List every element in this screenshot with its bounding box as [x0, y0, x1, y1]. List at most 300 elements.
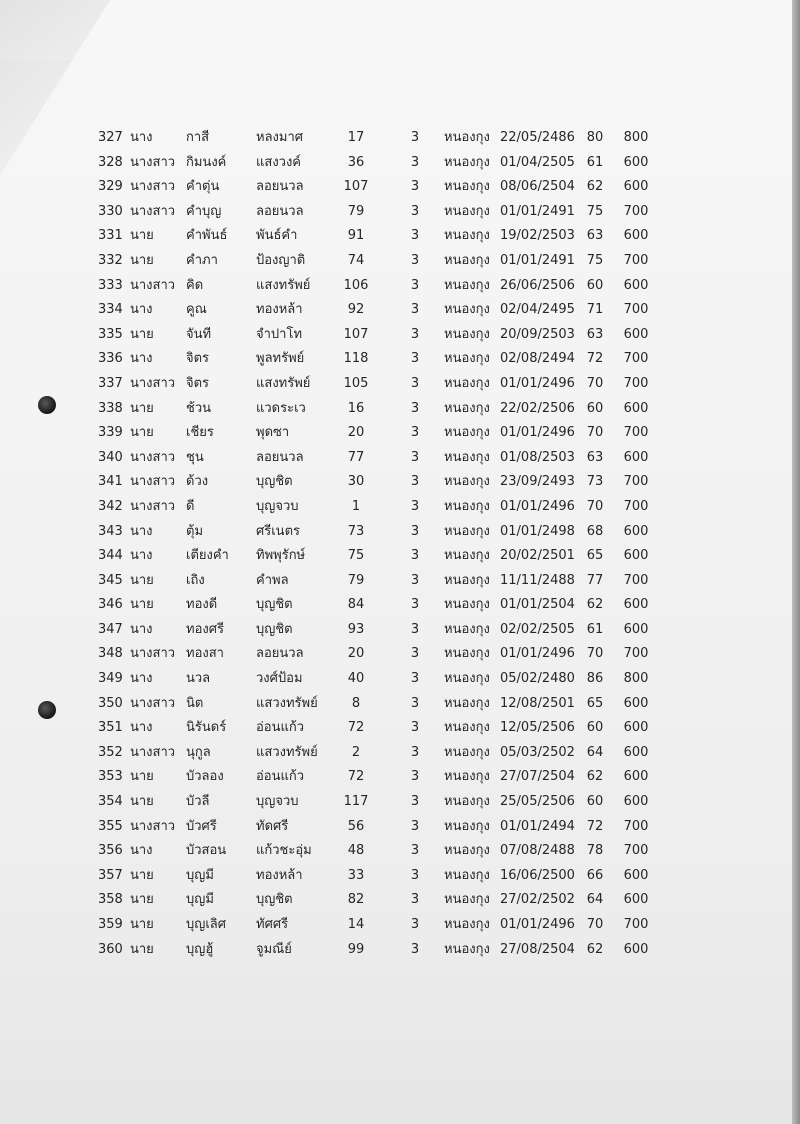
village-number: 3	[410, 154, 420, 170]
village-name: หนองกุง	[444, 179, 490, 195]
village-name: หนองกุง	[444, 818, 490, 834]
row-number: 345	[98, 572, 123, 588]
village-name: หนองกุง	[444, 892, 490, 908]
village-name: หนองกุง	[444, 523, 490, 539]
last-name: ลอยนวล	[256, 179, 304, 195]
table-row	[0, 151, 794, 176]
date-of-birth: 01/01/2496	[500, 917, 575, 932]
row-number: 349	[98, 671, 123, 687]
house-number: 20	[347, 646, 365, 662]
house-number: 91	[347, 228, 365, 244]
house-number: 8	[351, 695, 361, 711]
table-row	[0, 249, 794, 274]
table-row	[0, 446, 794, 471]
date-of-birth: 19/02/2503	[500, 228, 575, 244]
last-name: ทองหล้า	[256, 867, 303, 883]
last-name: แก้วชะอุ่ม	[256, 843, 312, 859]
name-title: นางสาว	[130, 375, 176, 391]
first-name: คูณ	[186, 302, 207, 318]
table-row	[0, 938, 794, 963]
village-name: หนองกุง	[444, 548, 490, 564]
name-title: นาง	[130, 621, 153, 637]
age: 64	[586, 892, 604, 908]
age: 62	[586, 597, 604, 613]
name-title: นาง	[130, 671, 153, 687]
name-title: นางสาว	[130, 695, 176, 711]
first-name: เถิง	[186, 572, 205, 588]
first-name: บุญเลิศ	[186, 917, 226, 932]
allowance-amount: 600	[623, 154, 649, 170]
table-row	[0, 126, 794, 151]
last-name: จูมณีย์	[256, 941, 292, 957]
age: 70	[586, 375, 604, 391]
allowance-amount: 700	[623, 351, 649, 367]
age: 62	[586, 769, 604, 785]
last-name: บุญจวบ	[256, 794, 299, 810]
table-row	[0, 839, 794, 864]
village-number: 3	[410, 818, 420, 834]
table-row	[0, 667, 794, 692]
row-number: 333	[98, 277, 123, 293]
table-row	[0, 274, 794, 299]
village-name: หนองกุง	[444, 695, 490, 711]
table-row	[0, 520, 794, 545]
table-row	[0, 815, 794, 840]
age: 86	[586, 671, 604, 687]
allowance-amount: 600	[623, 597, 649, 613]
last-name: บุญชิต	[256, 621, 293, 637]
house-number: 117	[343, 794, 369, 810]
row-number: 357	[98, 867, 123, 883]
house-number: 17	[347, 130, 365, 145]
allowance-amount: 600	[623, 720, 649, 736]
row-number: 332	[98, 252, 123, 268]
allowance-amount: 700	[623, 646, 649, 662]
village-number: 3	[410, 720, 420, 736]
first-name: ช้วน	[186, 400, 212, 416]
first-name: ชุน	[186, 449, 204, 465]
village-name: หนองกุง	[444, 326, 490, 342]
first-name: คำตุ่น	[186, 179, 220, 195]
age: 62	[586, 941, 604, 957]
first-name: นุกูล	[186, 744, 211, 760]
allowance-amount: 700	[623, 917, 649, 932]
village-number: 3	[410, 228, 420, 244]
date-of-birth: 07/08/2488	[500, 843, 575, 859]
allowance-amount: 600	[623, 941, 649, 957]
age: 80	[586, 130, 604, 145]
row-number: 336	[98, 351, 123, 367]
house-number: 84	[347, 597, 365, 613]
village-name: หนองกุง	[444, 917, 490, 932]
date-of-birth: 22/05/2486	[500, 130, 575, 145]
table-row	[0, 544, 794, 569]
house-number: 16	[347, 400, 365, 416]
allowance-amount: 600	[623, 744, 649, 760]
age: 78	[586, 843, 604, 859]
table-row	[0, 765, 794, 790]
village-number: 3	[410, 252, 420, 268]
row-number: 344	[98, 548, 123, 564]
last-name: แสงทรัพย์	[256, 277, 311, 293]
village-number: 3	[410, 941, 420, 957]
allowance-amount: 600	[623, 769, 649, 785]
village-name: หนองกุง	[444, 867, 490, 883]
last-name: พุดซา	[256, 425, 290, 441]
village-number: 3	[410, 326, 420, 342]
village-number: 3	[410, 449, 420, 465]
age: 60	[586, 794, 604, 810]
village-name: หนองกุง	[444, 375, 490, 391]
village-number: 3	[410, 400, 420, 416]
date-of-birth: 01/01/2491	[500, 252, 575, 268]
last-name: ทัศศรี	[256, 917, 289, 932]
village-number: 3	[410, 425, 420, 441]
village-name: หนองกุง	[444, 400, 490, 416]
row-number: 334	[98, 302, 123, 318]
row-number: 356	[98, 843, 123, 859]
age: 70	[586, 917, 604, 932]
first-name: บัวศรี	[186, 818, 217, 834]
allowance-amount: 700	[623, 498, 649, 514]
allowance-amount: 700	[623, 474, 649, 490]
last-name: วงศ์ป้อม	[256, 671, 303, 687]
row-number: 359	[98, 917, 123, 932]
village-number: 3	[410, 621, 420, 637]
age: 70	[586, 646, 604, 662]
age: 68	[586, 523, 604, 539]
first-name: คำบุญ	[186, 203, 222, 219]
name-title: นางสาว	[130, 277, 176, 293]
name-title: นางสาว	[130, 449, 176, 465]
first-name: บัวลอง	[186, 769, 224, 785]
village-number: 3	[410, 130, 420, 145]
age: 77	[586, 572, 604, 588]
village-name: หนองกุง	[444, 302, 490, 318]
village-number: 3	[410, 917, 420, 932]
village-name: หนองกุง	[444, 474, 490, 490]
house-number: 77	[347, 449, 365, 465]
village-number: 3	[410, 277, 420, 293]
age: 63	[586, 449, 604, 465]
last-name: หลงมาศ	[256, 130, 304, 145]
last-name: บุญจวบ	[256, 498, 299, 514]
row-number: 350	[98, 695, 123, 711]
date-of-birth: 01/01/2496	[500, 646, 575, 662]
name-title: นาย	[130, 400, 154, 416]
date-of-birth: 11/11/2488	[500, 572, 575, 588]
allowance-amount: 600	[623, 228, 649, 244]
first-name: ทองดี	[186, 597, 218, 613]
age: 70	[586, 498, 604, 514]
age: 66	[586, 867, 604, 883]
last-name: คำพล	[256, 572, 289, 588]
table-row	[0, 421, 794, 446]
last-name: ศรีเนตร	[256, 523, 300, 539]
first-name: กิมนงค์	[186, 154, 227, 170]
allowance-amount: 600	[623, 449, 649, 465]
table-row	[0, 323, 794, 348]
village-name: หนองกุง	[444, 794, 490, 810]
name-title: นาง	[130, 843, 153, 859]
age: 60	[586, 400, 604, 416]
table-row	[0, 593, 794, 618]
age: 65	[586, 695, 604, 711]
first-name: คำภา	[186, 252, 218, 268]
village-name: หนองกุง	[444, 621, 490, 637]
name-title: นาย	[130, 769, 154, 785]
name-title: นางสาว	[130, 179, 176, 195]
age: 71	[586, 302, 604, 318]
house-number: 72	[347, 769, 365, 785]
first-name: เตียงคำ	[186, 548, 229, 564]
village-number: 3	[410, 892, 420, 908]
village-number: 3	[410, 498, 420, 514]
age: 75	[586, 252, 604, 268]
name-title: นาย	[130, 941, 154, 957]
allowance-amount: 700	[623, 843, 649, 859]
house-number: 73	[347, 523, 365, 539]
first-name: บัวลี	[186, 794, 210, 810]
date-of-birth: 01/01/2494	[500, 818, 575, 834]
row-number: 353	[98, 769, 123, 785]
village-number: 3	[410, 351, 420, 367]
village-name: หนองกุง	[444, 843, 490, 859]
allowance-amount: 700	[623, 302, 649, 318]
table-row	[0, 888, 794, 913]
village-number: 3	[410, 646, 420, 662]
row-number: 360	[98, 941, 123, 957]
house-number: 79	[347, 572, 365, 588]
allowance-amount: 600	[623, 277, 649, 293]
name-title: นาย	[130, 597, 154, 613]
first-name: ทองสา	[186, 646, 224, 662]
date-of-birth: 02/04/2495	[500, 302, 575, 318]
village-number: 3	[410, 794, 420, 810]
village-number: 3	[410, 474, 420, 490]
date-of-birth: 01/01/2496	[500, 425, 575, 441]
last-name: แสวงทรัพย์	[256, 744, 318, 760]
first-name: บุญมี	[186, 867, 214, 883]
village-number: 3	[410, 302, 420, 318]
allowance-amount: 800	[623, 671, 649, 687]
date-of-birth: 26/06/2506	[500, 277, 575, 293]
table-row	[0, 397, 794, 422]
allowance-amount: 600	[623, 892, 649, 908]
name-title: นางสาว	[130, 498, 176, 514]
village-name: หนองกุง	[444, 597, 490, 613]
village-number: 3	[410, 671, 420, 687]
last-name: ลอยนวล	[256, 203, 304, 219]
last-name: แสงทรัพย์	[256, 375, 311, 391]
first-name: ด้วง	[186, 474, 209, 490]
first-name: บุญฮู้	[186, 941, 214, 957]
date-of-birth: 05/02/2480	[500, 671, 575, 687]
date-of-birth: 20/09/2503	[500, 326, 575, 342]
age: 63	[586, 228, 604, 244]
date-of-birth: 16/06/2500	[500, 867, 575, 883]
row-number: 347	[98, 621, 123, 637]
table-row	[0, 298, 794, 323]
village-name: หนองกุง	[444, 744, 490, 760]
date-of-birth: 23/09/2493	[500, 474, 575, 490]
village-name: หนองกุง	[444, 671, 490, 687]
village-number: 3	[410, 867, 420, 883]
first-name: นิต	[186, 695, 204, 711]
age: 75	[586, 203, 604, 219]
last-name: บุญชิต	[256, 597, 293, 613]
age: 60	[586, 277, 604, 293]
name-title: นางสาว	[130, 154, 176, 170]
date-of-birth: 01/01/2498	[500, 523, 575, 539]
table-row	[0, 692, 794, 717]
age: 63	[586, 326, 604, 342]
house-number: 48	[347, 843, 365, 859]
name-title: นางสาว	[130, 744, 176, 760]
allowance-amount: 700	[623, 375, 649, 391]
date-of-birth: 01/01/2491	[500, 203, 575, 219]
age: 65	[586, 548, 604, 564]
first-name: นวล	[186, 671, 211, 687]
name-title: นาย	[130, 326, 154, 342]
date-of-birth: 22/02/2506	[500, 400, 575, 416]
age: 73	[586, 474, 604, 490]
row-number: 337	[98, 375, 123, 391]
name-title: นางสาว	[130, 474, 176, 490]
table-row	[0, 470, 794, 495]
name-title: นาย	[130, 867, 154, 883]
village-name: หนองกุง	[444, 228, 490, 244]
last-name: จำปาโท	[256, 326, 303, 342]
first-name: บุญมี	[186, 892, 214, 908]
name-title: นาง	[130, 720, 153, 736]
village-number: 3	[410, 572, 420, 588]
row-number: 339	[98, 425, 123, 441]
village-name: หนองกุง	[444, 130, 490, 145]
row-number: 348	[98, 646, 123, 662]
house-number: 99	[347, 941, 365, 957]
name-title: นาย	[130, 572, 154, 588]
last-name: ป้องญาติ	[256, 252, 306, 268]
age: 64	[586, 744, 604, 760]
village-name: หนองกุง	[444, 572, 490, 588]
row-number: 327	[98, 130, 123, 145]
last-name: แสงวงค์	[256, 154, 302, 170]
row-number: 329	[98, 179, 123, 195]
house-number: 20	[347, 425, 365, 441]
village-name: หนองกุง	[444, 498, 490, 514]
date-of-birth: 20/02/2501	[500, 548, 575, 564]
house-number: 40	[347, 671, 365, 687]
table-row	[0, 495, 794, 520]
allowance-amount: 600	[623, 400, 649, 416]
last-name: แวดระเว	[256, 400, 306, 416]
allowance-amount: 600	[623, 794, 649, 810]
date-of-birth: 27/08/2504	[500, 941, 575, 957]
village-name: หนองกุง	[444, 277, 490, 293]
last-name: บุญชิต	[256, 474, 293, 490]
village-number: 3	[410, 375, 420, 391]
date-of-birth: 12/08/2501	[500, 695, 575, 711]
row-number: 351	[98, 720, 123, 736]
age: 61	[586, 621, 604, 637]
first-name: จิตร	[186, 351, 210, 367]
village-number: 3	[410, 548, 420, 564]
first-name: จันที	[186, 326, 212, 342]
name-title: นางสาว	[130, 203, 176, 219]
first-name: ดี	[186, 498, 195, 514]
table-row	[0, 200, 794, 225]
house-number: 56	[347, 818, 365, 834]
last-name: แสวงทรัพย์	[256, 695, 318, 711]
date-of-birth: 01/01/2496	[500, 375, 575, 391]
table-row	[0, 716, 794, 741]
row-number: 354	[98, 794, 123, 810]
date-of-birth: 01/01/2496	[500, 498, 575, 514]
table-row	[0, 790, 794, 815]
age: 72	[586, 818, 604, 834]
village-number: 3	[410, 843, 420, 859]
allowance-amount: 600	[623, 326, 649, 342]
last-name: ทิพพุรักษ์	[256, 548, 306, 564]
house-number: 36	[347, 154, 365, 170]
village-number: 3	[410, 203, 420, 219]
house-number: 92	[347, 302, 365, 318]
house-number: 82	[347, 892, 365, 908]
date-of-birth: 25/05/2506	[500, 794, 575, 810]
allowance-amount: 600	[623, 867, 649, 883]
name-title: นาย	[130, 794, 154, 810]
name-title: นาย	[130, 917, 154, 932]
allowance-amount: 700	[623, 425, 649, 441]
date-of-birth: 12/05/2506	[500, 720, 575, 736]
first-name: นิรันดร์	[186, 720, 227, 736]
house-number: 79	[347, 203, 365, 219]
allowance-amount: 700	[623, 252, 649, 268]
name-title: นาง	[130, 302, 153, 318]
first-name: จิตร	[186, 375, 210, 391]
row-number: 343	[98, 523, 123, 539]
allowance-amount: 600	[623, 548, 649, 564]
table-row	[0, 372, 794, 397]
village-name: หนองกุง	[444, 449, 490, 465]
date-of-birth: 05/03/2502	[500, 744, 575, 760]
allowance-amount: 700	[623, 572, 649, 588]
village-name: หนองกุง	[444, 646, 490, 662]
house-number: 93	[347, 621, 365, 637]
date-of-birth: 01/08/2503	[500, 449, 575, 465]
age: 61	[586, 154, 604, 170]
house-number: 105	[343, 375, 369, 391]
age: 60	[586, 720, 604, 736]
name-title: นาย	[130, 252, 154, 268]
house-number: 1	[351, 498, 361, 514]
table-row	[0, 741, 794, 766]
allowance-amount: 700	[623, 203, 649, 219]
date-of-birth: 08/06/2504	[500, 179, 575, 195]
allowance-amount: 700	[623, 818, 649, 834]
row-number: 342	[98, 498, 123, 514]
house-number: 72	[347, 720, 365, 736]
age: 70	[586, 425, 604, 441]
table-row	[0, 347, 794, 372]
allowance-amount: 800	[623, 130, 649, 145]
table-row	[0, 618, 794, 643]
village-number: 3	[410, 179, 420, 195]
date-of-birth: 01/01/2504	[500, 597, 575, 613]
table-row	[0, 642, 794, 667]
village-number: 3	[410, 744, 420, 760]
